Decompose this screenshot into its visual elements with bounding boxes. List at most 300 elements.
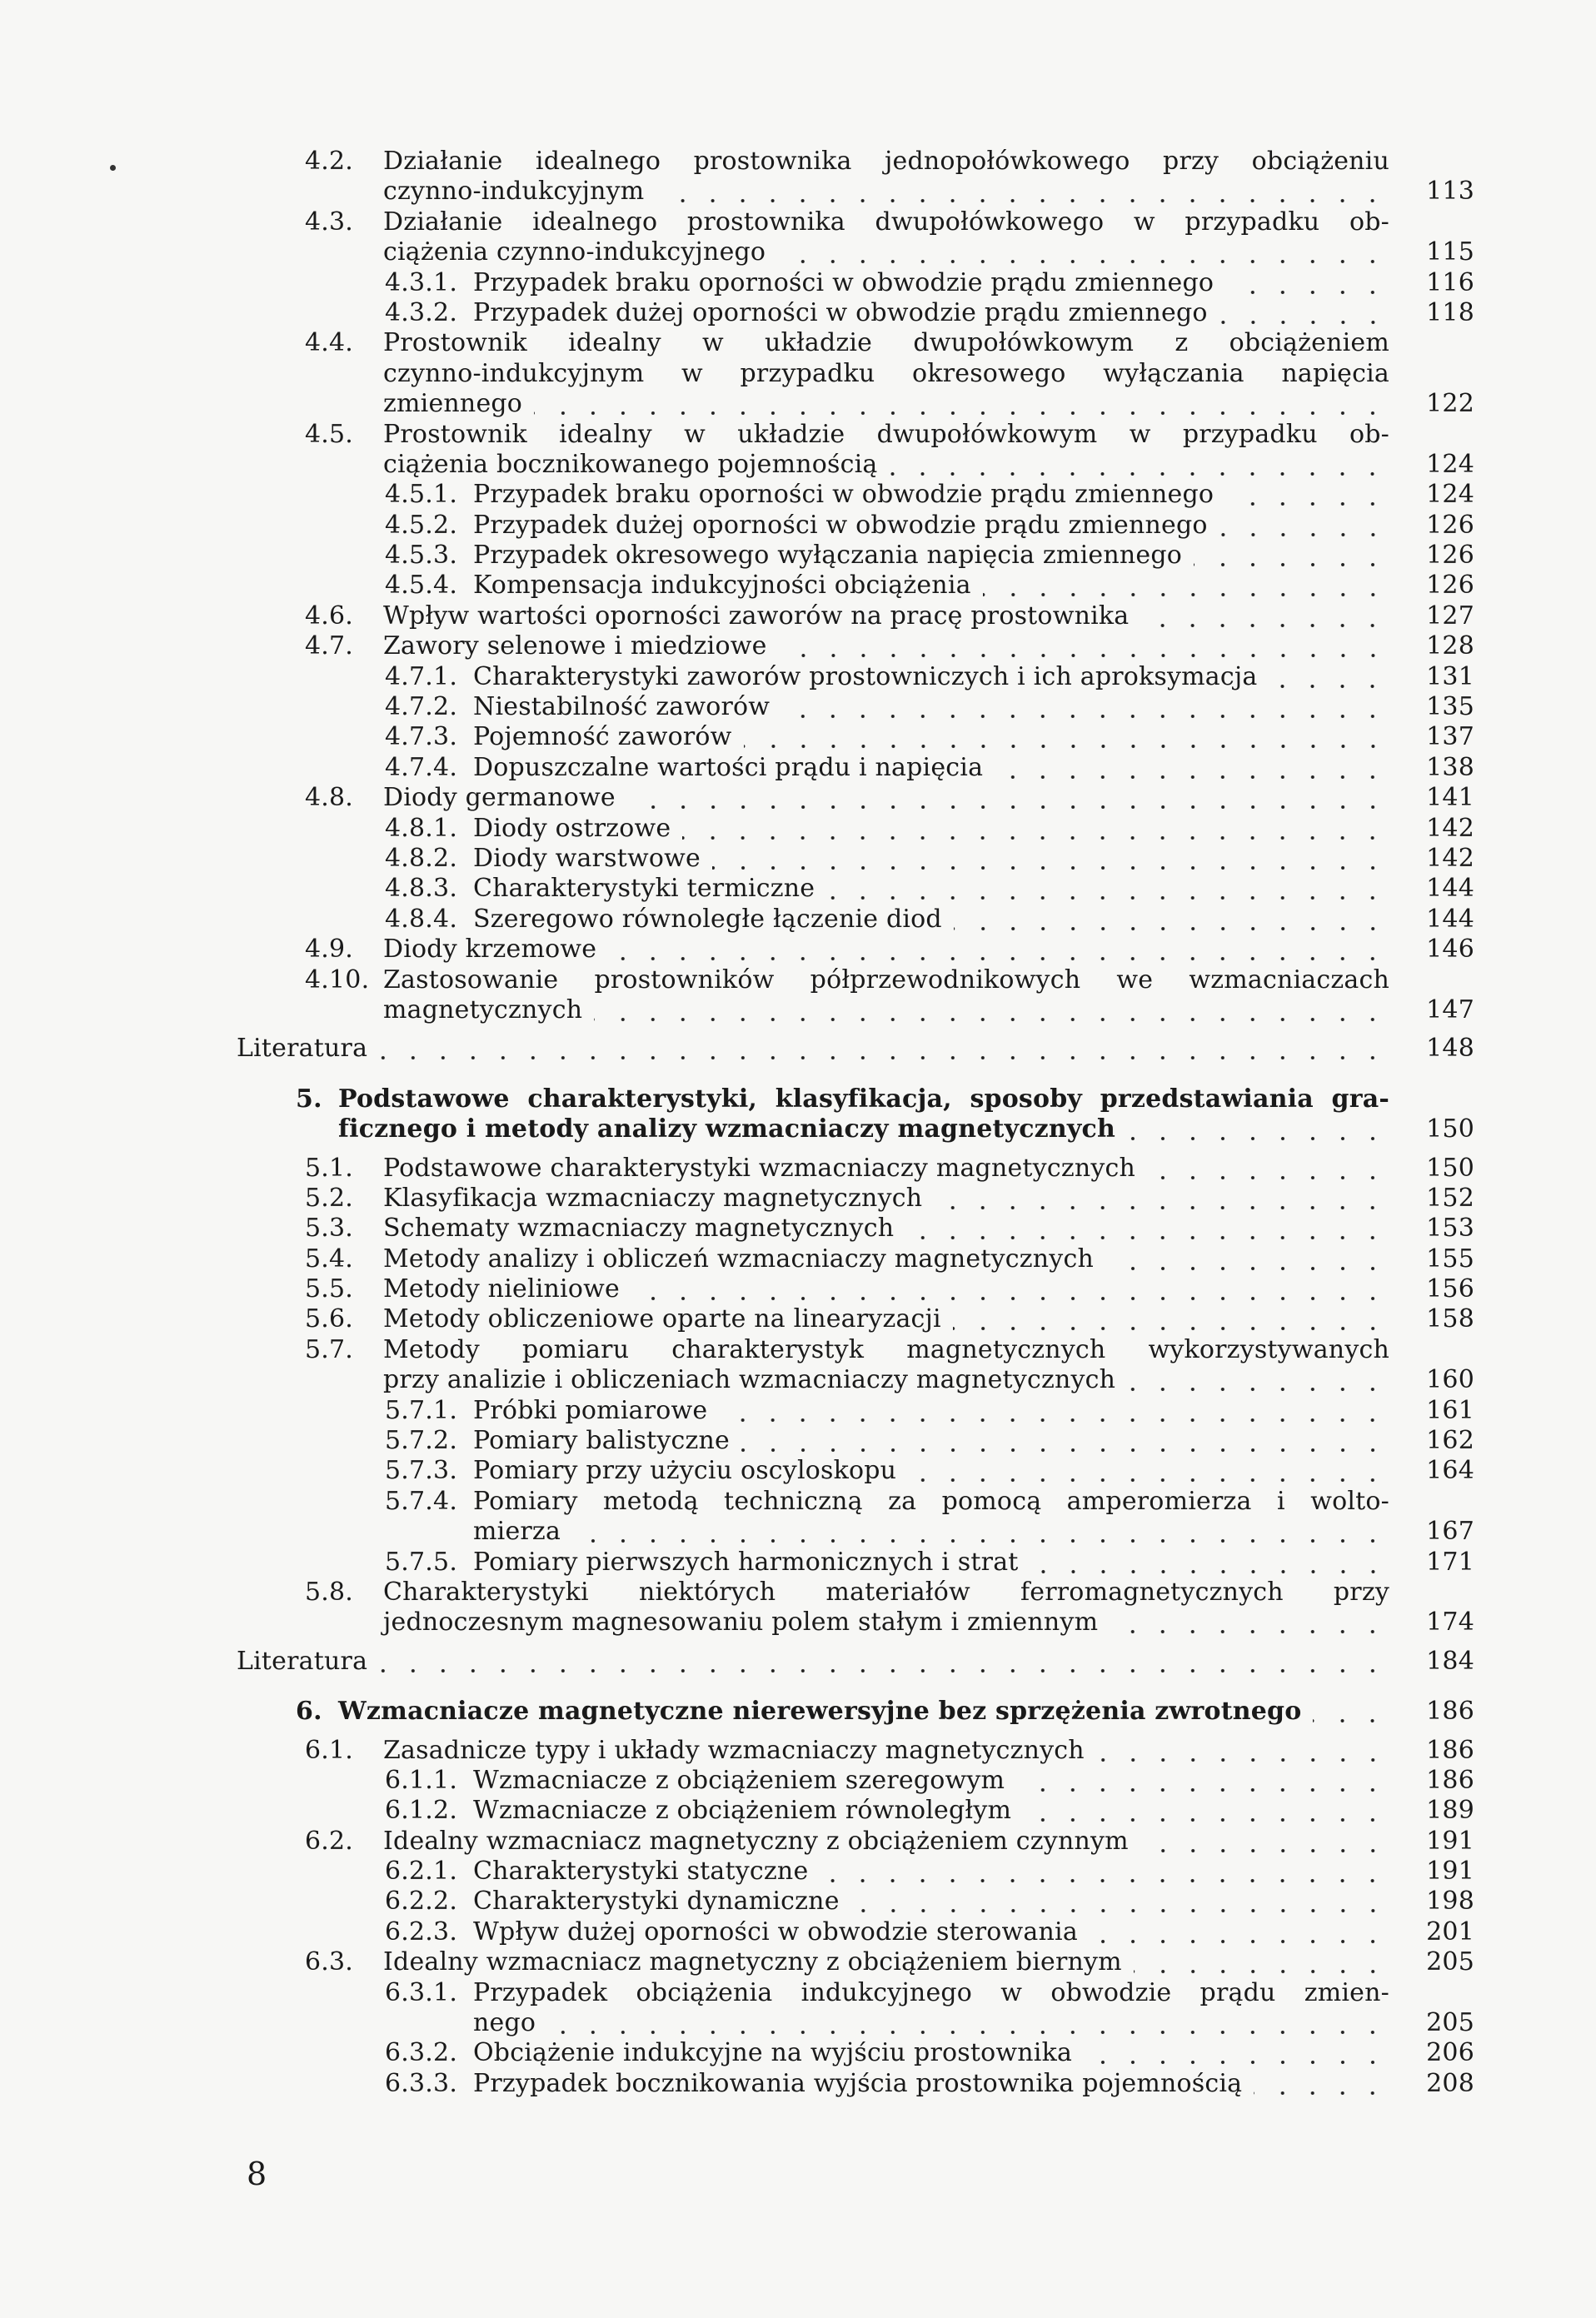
section-title-text: Przypadek bocznikowania wyjścia prostownika pojemnością: [473, 2068, 1243, 2098]
section-number: 5.5.: [305, 1274, 354, 1304]
toc-line: [0, 1114, 1596, 1144]
dot-leader: [656, 177, 1388, 207]
section-title-line: [473, 2008, 1389, 2038]
dot-leader: [1105, 1244, 1388, 1274]
toc-line: [0, 814, 1596, 844]
section-title-line: [383, 420, 1389, 450]
section-title-text: Pomiary przy użyciu oscyloskopu: [473, 1456, 897, 1486]
dot-leader: [954, 905, 1388, 935]
toc-line: [0, 1578, 1596, 1608]
page-reference: 191: [1426, 1826, 1474, 1856]
toc-entry: [0, 328, 1596, 419]
toc-line: [0, 1736, 1596, 1766]
section-number: 4.2.: [305, 147, 354, 176]
section-title-line: [383, 1184, 1389, 1214]
dot-leader: [781, 692, 1388, 722]
dot-leader: [719, 1396, 1388, 1426]
dot-leader: [908, 1456, 1388, 1486]
section-title-line: [473, 692, 1389, 722]
section-title-line: [383, 389, 1389, 419]
toc-entry: [0, 1887, 1596, 1917]
dot-leader: [631, 1274, 1388, 1304]
page-reference: 152: [1426, 1183, 1474, 1213]
section-title-text: Zasadnicze typy i układy wzmacniaczy magnetycznych: [383, 1735, 1085, 1765]
page-reference: 144: [1426, 874, 1474, 904]
toc-entry: [0, 1548, 1596, 1578]
section-title-line: [473, 571, 1389, 601]
dot-leader: [1127, 1114, 1388, 1144]
dot-leader: [712, 844, 1388, 874]
toc-entry: [0, 147, 1596, 207]
section-number: 5.4.: [305, 1244, 354, 1274]
section-title-line: [383, 207, 1389, 237]
section-title-text: Metody obliczeniowe oparte na linearyzacji: [383, 1304, 941, 1334]
section-title-line: [473, 1548, 1389, 1578]
section-title-text: Przypadek okresowego wyłączania napięcia zmiennego: [473, 541, 1182, 571]
section-number: 4.8.2.: [385, 843, 458, 873]
section-title-text: Charakterystyki niektórych materiałów ferromagnetycznych przy: [383, 1577, 1389, 1607]
section-title-text: Wzmacniacze magnetyczne nierewersyjne bez sprzężenia zwrotnego: [338, 1697, 1302, 1727]
section-title-text: Charakterystyki termiczne: [473, 874, 815, 904]
toc-line: [0, 1947, 1596, 1977]
toc-line: [0, 147, 1596, 177]
page-reference: 147: [1426, 994, 1474, 1024]
toc-entry: [0, 692, 1596, 722]
section-title-text: przy analizie i obliczeniach wzmacniaczy magnetycznych: [383, 1365, 1116, 1395]
section-title-text: czynno-indukcyjnym: [383, 177, 645, 207]
section-title-line: [383, 177, 1389, 207]
page-reference: 135: [1426, 692, 1474, 722]
section-number: 4.5.4.: [385, 571, 458, 601]
toc-entry: [0, 874, 1596, 904]
section-title-line: [383, 631, 1389, 661]
toc-line: [0, 1184, 1596, 1214]
toc-entry: [0, 207, 1596, 268]
dot-leader: [1016, 1766, 1388, 1796]
page-reference: 205: [1426, 1947, 1474, 1977]
toc-entry: [0, 1487, 1596, 1548]
section-title-text: Literatura: [237, 1034, 368, 1064]
toc-entry: [0, 1827, 1596, 1857]
page-reference: 144: [1426, 904, 1474, 934]
section-title-text: Prostownik idealny w układzie dwupołówkowym z obciążeniem: [383, 328, 1389, 358]
page-reference: 127: [1426, 601, 1474, 631]
toc-line: [0, 1396, 1596, 1426]
section-title-line: [473, 722, 1389, 752]
section-number: 4.7.3.: [385, 722, 458, 752]
page-reference: 162: [1426, 1426, 1474, 1456]
section-number: 5.7.2.: [385, 1426, 458, 1456]
page-reference: 122: [1426, 389, 1474, 419]
toc-line: [0, 571, 1596, 601]
dot-leader: [627, 783, 1388, 813]
toc-literature: [0, 1034, 1596, 1064]
toc-entry: [0, 480, 1596, 510]
dot-leader: [608, 935, 1388, 965]
toc-entry: [0, 783, 1596, 813]
section-number: 4.3.2.: [385, 297, 458, 327]
section-title-line: [383, 1274, 1389, 1304]
section-title-line: [473, 1487, 1389, 1517]
section-number: 6.2.2.: [385, 1887, 458, 1917]
section-title-text: Obciążenie indukcyjne na wyjściu prostownika: [473, 2038, 1073, 2068]
section-title-text: Próbki pomiarowe: [473, 1395, 708, 1425]
section-title-text: Wzmacniacze z obciążeniem szeregowym: [473, 1765, 1005, 1795]
toc-entry: [0, 2038, 1596, 2068]
toc-entry: [0, 935, 1596, 965]
toc-line: [0, 995, 1596, 1025]
dot-leader: [1140, 1827, 1388, 1857]
section-title-text: Literatura: [237, 1646, 368, 1676]
toc-entry: [0, 420, 1596, 481]
section-number: 4.7.: [305, 631, 354, 661]
section-title-line: [473, 1857, 1389, 1887]
dot-leader: [1269, 662, 1388, 692]
section-title-text: Przypadek dużej oporności w obwodzie prądu zmiennego: [473, 510, 1208, 540]
dot-leader: [744, 722, 1388, 752]
section-title-line: [383, 237, 1389, 267]
toc-line: [0, 1214, 1596, 1244]
section-title-text: mierza: [473, 1517, 561, 1547]
toc-line: [0, 1034, 1596, 1064]
toc-entry: [0, 511, 1596, 541]
section-title-text: Przypadek braku oporności w obwodzie prądu zmiennego: [473, 480, 1214, 510]
page-reference: 126: [1426, 541, 1474, 571]
page-reference: 141: [1426, 783, 1474, 813]
section-title-line: [473, 905, 1389, 935]
dot-leader: [1127, 1365, 1388, 1395]
page-reference: 191: [1426, 1857, 1474, 1887]
toc-line: [0, 389, 1596, 419]
section-title-line: [473, 2038, 1389, 2068]
toc-line: [0, 1647, 1596, 1677]
section-title-text: Metody analizy i obliczeń wzmacniaczy magnetycznych: [383, 1244, 1094, 1274]
dot-leader: [534, 389, 1388, 419]
toc-entry: [0, 1578, 1596, 1638]
page-reference: 137: [1426, 722, 1474, 752]
section-title-text: Szeregowo równoległe łączenie diod: [473, 904, 942, 934]
section-title-text: Podstawowe charakterystyki wzmacniaczy magnetycznych: [383, 1153, 1136, 1183]
toc-line: [0, 1857, 1596, 1887]
page-reference: 161: [1426, 1395, 1474, 1425]
section-title-text: Idealny wzmacniacz magnetyczny z obciążeniem biernym: [383, 1947, 1122, 1977]
toc-entry: [0, 1274, 1596, 1304]
section-title-line: [473, 298, 1389, 328]
toc-entry: [0, 722, 1596, 752]
section-title-text: Przypadek dużej oporności w obwodzie prądu zmiennego: [473, 297, 1208, 327]
section-title-text: Diody germanowe: [383, 783, 616, 813]
section-title-text: Diody ostrzowe: [473, 813, 671, 843]
section-title-line: [383, 1304, 1389, 1334]
section-number: 6.3.3.: [385, 2068, 458, 2098]
section-number: 4.8.1.: [385, 813, 458, 843]
toc-entry: [0, 1244, 1596, 1274]
section-title-line: [383, 450, 1389, 480]
toc-entry: [0, 662, 1596, 692]
toc-entry: [0, 571, 1596, 601]
section-number: 5.: [296, 1084, 322, 1114]
toc-line: [0, 874, 1596, 904]
toc-entry: [0, 844, 1596, 874]
dot-leader: [934, 1184, 1388, 1214]
toc-line: [0, 1917, 1596, 1947]
page-reference: 186: [1426, 1697, 1474, 1727]
toc-line: [0, 359, 1596, 389]
page-reference: 131: [1426, 661, 1474, 691]
dot-leader: [1140, 601, 1388, 631]
toc-entry: [0, 814, 1596, 844]
toc-line: [0, 207, 1596, 237]
section-title-line: [338, 1084, 1389, 1114]
toc-entry: [0, 1304, 1596, 1334]
dot-leader: [1134, 1947, 1388, 1977]
section-title-text: Idealny wzmacniacz magnetyczny z obciążeniem czynnym: [383, 1826, 1129, 1856]
section-title-line: [473, 1796, 1389, 1826]
section-title-line: [338, 1697, 1389, 1727]
dot-leader: [741, 1426, 1388, 1456]
toc-line: [0, 1517, 1596, 1547]
page-number: 8: [247, 2156, 267, 2192]
toc-entry: [0, 1736, 1596, 1766]
section-number: 5.7.5.: [385, 1547, 458, 1577]
section-title-text: Wpływ wartości oporności zaworów na pracę prostownika: [383, 601, 1130, 631]
section-title-line: [473, 814, 1389, 844]
toc-line: [0, 1274, 1596, 1304]
section-number: 4.3.: [305, 207, 354, 237]
toc-line: [0, 2038, 1596, 2068]
section-number: 6.3.1.: [385, 1977, 458, 2007]
toc-line: [0, 1796, 1596, 1826]
dot-leader: [572, 1517, 1388, 1547]
toc-entry: [0, 1857, 1596, 1887]
toc-line: [0, 450, 1596, 480]
section-title-text: Charakterystyki dynamiczne: [473, 1887, 840, 1917]
toc-line: [0, 177, 1596, 207]
section-title-line: [383, 965, 1389, 995]
toc-line: [0, 905, 1596, 935]
section-title-line: [473, 1917, 1389, 1947]
section-number: 6.1.2.: [385, 1796, 458, 1826]
page-reference: 138: [1426, 752, 1474, 782]
section-number: 4.4.: [305, 328, 354, 358]
section-title-line: [383, 1154, 1389, 1184]
section-title-line: [383, 1947, 1389, 1977]
page-reference: 160: [1426, 1365, 1474, 1395]
toc-chapter: [0, 1697, 1596, 1727]
section-title-line: [383, 1578, 1389, 1608]
section-title-line: [473, 480, 1389, 510]
page-reference: 150: [1426, 1114, 1474, 1144]
page-reference: 167: [1426, 1517, 1474, 1547]
dot-leader: [547, 2008, 1388, 2038]
dot-leader: [1225, 480, 1388, 510]
dot-leader: [682, 814, 1388, 844]
toc-entry: [0, 753, 1596, 783]
page-reference: 113: [1426, 177, 1474, 207]
toc-entry: [0, 1184, 1596, 1214]
section-title-line: [383, 1827, 1389, 1857]
section-number: 5.6.: [305, 1304, 354, 1334]
dot-leader: [995, 753, 1388, 783]
section-title-text: Diody krzemowe: [383, 935, 597, 965]
page-reference: 142: [1426, 843, 1474, 873]
toc-line: [0, 783, 1596, 813]
page-reference: 156: [1426, 1274, 1474, 1304]
section-title-line: [473, 1517, 1389, 1547]
toc-entry: [0, 298, 1596, 328]
section-title-text: Klasyfikacja wzmacniaczy magnetycznych: [383, 1183, 923, 1213]
dot-leader: [1110, 1608, 1388, 1638]
page-reference: 124: [1426, 480, 1474, 510]
section-number: 4.5.3.: [385, 541, 458, 571]
page-reference: 201: [1426, 1917, 1474, 1947]
page-reference: 189: [1426, 1796, 1474, 1826]
toc-line: [0, 1978, 1596, 2008]
dot-leader: [983, 571, 1388, 601]
dot-leader: [1023, 1796, 1388, 1826]
section-title-line: [383, 1214, 1389, 1244]
dot-leader: [1225, 268, 1388, 298]
toc-line: [0, 541, 1596, 571]
section-title-line: [383, 1608, 1389, 1638]
section-title-text: Przypadek obciążenia indukcyjnego w obwodzie prądu zmien-: [473, 1977, 1389, 2007]
section-title-text: Kompensacja indukcyjności obciążenia: [473, 571, 971, 601]
section-number: 6.1.1.: [385, 1765, 458, 1795]
page-reference: 142: [1426, 813, 1474, 843]
section-title-text: zmiennego: [383, 389, 523, 419]
toc-line: [0, 1487, 1596, 1517]
section-title-line: [383, 1244, 1389, 1274]
toc-line: [0, 2008, 1596, 2038]
toc-entry: [0, 1766, 1596, 1796]
section-title-line: [383, 935, 1389, 965]
toc-entry: [0, 1426, 1596, 1456]
page-reference: 186: [1426, 1735, 1474, 1765]
section-title-text: Niestabilność zaworów: [473, 692, 771, 722]
toc-line: [0, 1154, 1596, 1184]
section-title-line: [237, 1647, 1389, 1677]
section-number: 5.2.: [305, 1183, 354, 1213]
section-title-text: Metody pomiaru charakterystyk magnetycznych wykorzystywanych: [383, 1334, 1389, 1364]
toc-line: [0, 1608, 1596, 1638]
toc-line: [0, 1887, 1596, 1917]
toc-entry: [0, 268, 1596, 298]
toc-line: [0, 1084, 1596, 1114]
toc-line: [0, 722, 1596, 752]
dot-leader: [1090, 1917, 1388, 1947]
section-title-text: Działanie idealnego prostownika jednopołówkowego przy obciążeniu: [383, 147, 1389, 176]
section-number: 6.: [296, 1697, 322, 1727]
section-number: 4.6.: [305, 601, 354, 631]
section-number: 5.7.1.: [385, 1395, 458, 1425]
section-title-line: [383, 995, 1389, 1025]
page-reference: 126: [1426, 571, 1474, 601]
page-reference: 206: [1426, 2038, 1474, 2068]
toc-entry: [0, 2069, 1596, 2099]
toc-entry: [0, 631, 1596, 661]
section-title-text: Przypadek braku oporności w obwodzie prądu zmiennego: [473, 267, 1214, 297]
dot-leader: [1313, 1697, 1388, 1727]
page-reference: 116: [1426, 267, 1474, 297]
dot-leader: [594, 995, 1388, 1025]
dot-leader: [889, 450, 1388, 480]
toc-line: [0, 480, 1596, 510]
section-title-line: [383, 601, 1389, 631]
section-number: 5.3.: [305, 1214, 354, 1244]
toc-literature: [0, 1647, 1596, 1677]
section-number: 4.7.4.: [385, 752, 458, 782]
page-reference: 128: [1426, 631, 1474, 661]
page-reference: 158: [1426, 1304, 1474, 1334]
section-number: 4.9.: [305, 935, 354, 965]
section-title-line: [383, 147, 1389, 177]
section-number: 6.3.2.: [385, 2038, 458, 2068]
dot-leader: [820, 1857, 1388, 1887]
section-number: 4.7.1.: [385, 661, 458, 691]
toc-entry: [0, 965, 1596, 1026]
section-title-text: ciążenia bocznikowanego pojemnością: [383, 449, 878, 479]
dot-leader: [1096, 1736, 1388, 1766]
dot-leader: [379, 1647, 1388, 1677]
section-title-text: Pojemność zaworów: [473, 722, 732, 752]
toc-line: [0, 965, 1596, 995]
page-reference: 146: [1426, 935, 1474, 965]
toc-entry: [0, 1396, 1596, 1426]
dot-leader: [1219, 511, 1388, 541]
toc-line: [0, 1365, 1596, 1395]
section-title-text: Diody warstwowe: [473, 843, 701, 873]
dot-leader: [851, 1887, 1388, 1917]
dot-leader: [953, 1304, 1388, 1334]
page-reference: 205: [1426, 2008, 1474, 2038]
dot-leader: [779, 631, 1388, 661]
section-title-text: Pomiary balistyczne: [473, 1426, 730, 1456]
dot-leader: [826, 874, 1388, 904]
page-reference: 174: [1426, 1608, 1474, 1638]
toc-line: [0, 298, 1596, 328]
section-title-line: [473, 844, 1389, 874]
toc-line: [0, 1766, 1596, 1796]
section-title-line: [383, 1335, 1389, 1365]
dot-leader: [1030, 1548, 1388, 1578]
toc-entry: [0, 1978, 1596, 2039]
toc-entry: [0, 601, 1596, 631]
page-reference: 186: [1426, 1765, 1474, 1795]
section-title-line: [473, 753, 1389, 783]
table-of-contents: [0, 147, 1596, 2099]
toc-entry: [0, 1154, 1596, 1184]
page-reference: 126: [1426, 510, 1474, 540]
section-title-text: Działanie idealnego prostownika dwupołówkowego w przypadku ob-: [383, 207, 1389, 237]
section-title-text: Dopuszczalne wartości prądu i napięcia: [473, 752, 984, 782]
dot-leader: [1084, 2038, 1388, 2068]
section-title-text: Schematy wzmacniaczy magnetycznych: [383, 1214, 895, 1244]
section-title-text: jednoczesnym magnesowaniu polem stałym i zmiennym: [383, 1608, 1099, 1638]
toc-line: [0, 1548, 1596, 1578]
section-title-text: Pomiary metodą techniczną za pomocą amperomierza i wolto-: [473, 1486, 1389, 1516]
toc-line: [0, 844, 1596, 874]
section-title-text: Podstawowe charakterystyki, klasyfikacja, sposoby przedstawiania gra-: [338, 1084, 1389, 1114]
section-number: 5.7.3.: [385, 1456, 458, 1486]
toc-line: [0, 1335, 1596, 1365]
section-number: 6.2.3.: [385, 1917, 458, 1947]
toc-line: [0, 631, 1596, 661]
section-title-text: ficznego i metody analizy wzmacniaczy magnetycznych: [338, 1114, 1116, 1144]
toc-entry: [0, 905, 1596, 935]
page-reference: 208: [1426, 2068, 1474, 2098]
toc-line: [0, 1304, 1596, 1334]
toc-line: [0, 237, 1596, 267]
